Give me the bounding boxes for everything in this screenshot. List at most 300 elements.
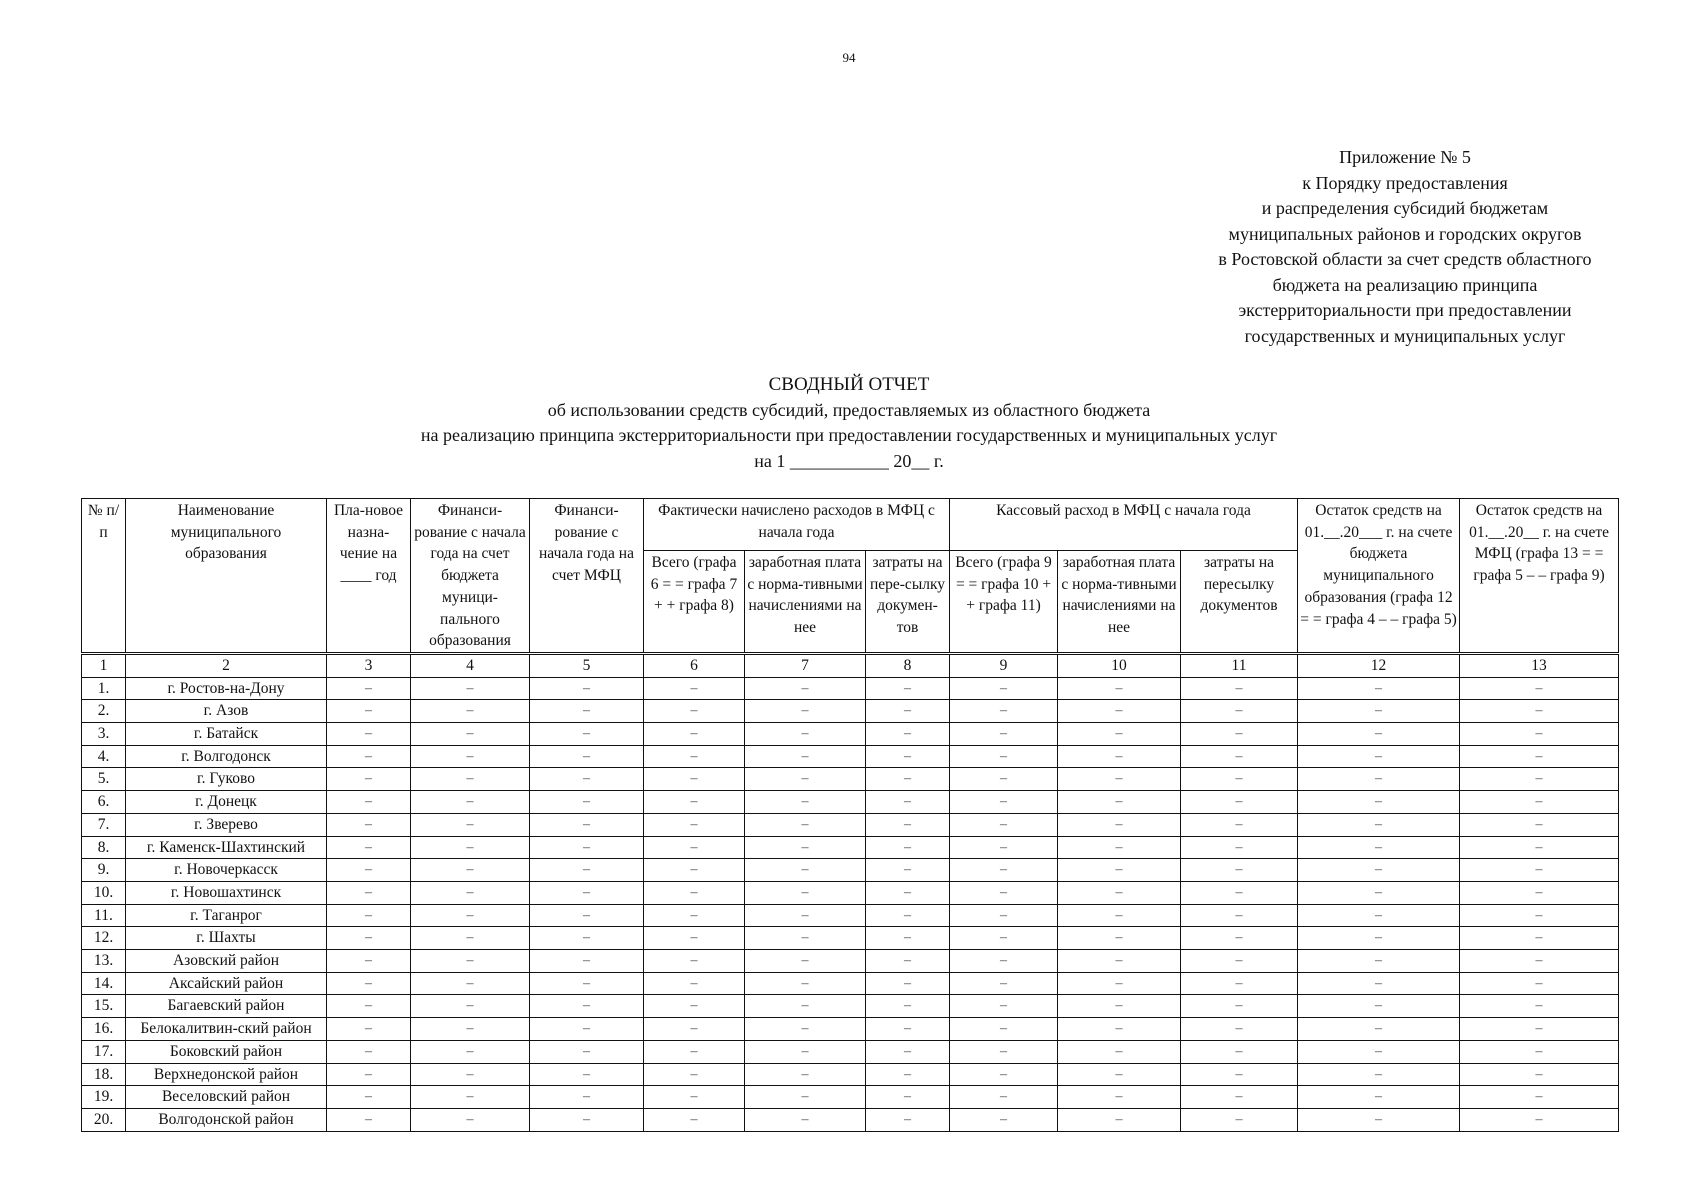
empty-value-cell: –	[1460, 1086, 1619, 1109]
municipality-name-cell: г. Азов	[126, 700, 327, 723]
municipality-name-cell: Волгодонской район	[126, 1108, 327, 1131]
report-date-line: на 1 ___________ 20__ г.	[754, 450, 944, 471]
empty-value-cell: –	[1460, 745, 1619, 768]
empty-value-cell: –	[327, 904, 411, 927]
empty-value-cell: –	[950, 677, 1058, 700]
empty-value-cell: –	[1460, 972, 1619, 995]
municipality-name-cell: г. Батайск	[126, 723, 327, 746]
empty-value-cell: –	[866, 881, 950, 904]
table-row	[82, 1040, 1619, 1063]
empty-value-cell: –	[327, 1018, 411, 1041]
empty-value-cell: –	[866, 1086, 950, 1109]
empty-value-cell: –	[530, 904, 644, 927]
appendix-line: Приложение № 5	[1339, 147, 1471, 167]
empty-value-cell: –	[411, 995, 530, 1018]
empty-value-cell: –	[1460, 927, 1619, 950]
empty-value-cell: –	[866, 1063, 950, 1086]
column-number: 3	[327, 653, 411, 677]
empty-value-cell: –	[530, 813, 644, 836]
empty-value-cell: –	[644, 813, 745, 836]
municipality-name-cell: г. Таганрог	[126, 904, 327, 927]
municipality-name-cell: г. Ростов-на-Дону	[126, 677, 327, 700]
empty-value-cell: –	[411, 745, 530, 768]
empty-value-cell: –	[411, 813, 530, 836]
row-number-cell: 1.	[82, 677, 126, 700]
municipality-name-cell: Веселовский район	[126, 1086, 327, 1109]
empty-value-cell: –	[1460, 813, 1619, 836]
row-number-cell: 3.	[82, 723, 126, 746]
row-number-cell: 7.	[82, 813, 126, 836]
header-cash-postage: затраты на пересылку документов	[1181, 551, 1298, 654]
empty-value-cell: –	[1460, 904, 1619, 927]
empty-value-cell: –	[1058, 904, 1181, 927]
empty-value-cell: –	[1058, 1108, 1181, 1131]
empty-value-cell: –	[644, 677, 745, 700]
empty-value-cell: –	[530, 700, 644, 723]
column-number: 6	[644, 653, 745, 677]
empty-value-cell: –	[530, 723, 644, 746]
header-actual-postage: затраты на пере-сылку докумен-тов	[866, 551, 950, 654]
header-actual-salary: заработная плата с норма-тивными начислениями на нее	[745, 551, 866, 654]
empty-value-cell: –	[530, 859, 644, 882]
table-row	[82, 768, 1619, 791]
empty-value-cell: –	[745, 836, 866, 859]
appendix-line: муниципальных районов и городских округов	[1228, 223, 1582, 244]
empty-value-cell: –	[745, 881, 866, 904]
empty-value-cell: –	[745, 768, 866, 791]
empty-value-cell: –	[745, 791, 866, 814]
empty-value-cell: –	[745, 904, 866, 927]
empty-value-cell: –	[1298, 927, 1460, 950]
table-row	[82, 972, 1619, 995]
appendix-line: бюджета на реализацию принципа	[1272, 274, 1538, 295]
empty-value-cell: –	[1058, 859, 1181, 882]
empty-value-cell: –	[530, 1040, 644, 1063]
table-row	[82, 950, 1619, 973]
empty-value-cell: –	[530, 1086, 644, 1109]
empty-value-cell: –	[745, 950, 866, 973]
empty-value-cell: –	[644, 881, 745, 904]
empty-value-cell: –	[866, 859, 950, 882]
empty-value-cell: –	[530, 927, 644, 950]
table-row	[82, 927, 1619, 950]
header-cash-total: Всего (графа 9 = = графа 10 + + графа 11)	[950, 551, 1058, 654]
report-heading	[0, 372, 1698, 474]
empty-value-cell: –	[1181, 700, 1298, 723]
empty-value-cell: –	[950, 745, 1058, 768]
table-row	[82, 1086, 1619, 1109]
empty-value-cell: –	[950, 927, 1058, 950]
empty-value-cell: –	[1058, 950, 1181, 973]
empty-value-cell: –	[950, 700, 1058, 723]
empty-value-cell: –	[644, 972, 745, 995]
municipality-name-cell: г. Зверево	[126, 813, 327, 836]
empty-value-cell: –	[411, 677, 530, 700]
table-row	[82, 1108, 1619, 1131]
empty-value-cell: –	[411, 1040, 530, 1063]
empty-value-cell: –	[1181, 723, 1298, 746]
empty-value-cell: –	[866, 1108, 950, 1131]
header-funding-municipal-budget: Финанси-рование с начала года на счет бюджета муници-пального образования	[411, 499, 530, 654]
empty-value-cell: –	[327, 791, 411, 814]
empty-value-cell: –	[327, 745, 411, 768]
municipality-name-cell: г. Каменск-Шахтинский	[126, 836, 327, 859]
empty-value-cell: –	[950, 723, 1058, 746]
empty-value-cell: –	[327, 881, 411, 904]
table-row	[82, 723, 1619, 746]
municipality-name-cell: Азовский район	[126, 950, 327, 973]
empty-value-cell: –	[866, 745, 950, 768]
empty-value-cell: –	[866, 791, 950, 814]
empty-value-cell: –	[1181, 745, 1298, 768]
empty-value-cell: –	[1460, 768, 1619, 791]
row-number-cell: 18.	[82, 1063, 126, 1086]
column-number: 8	[866, 653, 950, 677]
empty-value-cell: –	[866, 677, 950, 700]
empty-value-cell: –	[644, 836, 745, 859]
empty-value-cell: –	[644, 1018, 745, 1041]
empty-value-cell: –	[745, 1040, 866, 1063]
empty-value-cell: –	[644, 995, 745, 1018]
empty-value-cell: –	[1298, 813, 1460, 836]
appendix-line: к Порядку предоставления	[1302, 172, 1508, 193]
empty-value-cell: –	[745, 723, 866, 746]
empty-value-cell: –	[1460, 700, 1619, 723]
empty-value-cell: –	[1181, 791, 1298, 814]
row-number-cell: 8.	[82, 836, 126, 859]
municipality-name-cell: г. Новочеркасск	[126, 859, 327, 882]
empty-value-cell: –	[745, 745, 866, 768]
empty-value-cell: –	[530, 950, 644, 973]
empty-value-cell: –	[530, 836, 644, 859]
empty-value-cell: –	[1298, 972, 1460, 995]
empty-value-cell: –	[644, 859, 745, 882]
row-number-cell: 14.	[82, 972, 126, 995]
empty-value-cell: –	[1181, 995, 1298, 1018]
empty-value-cell: –	[530, 745, 644, 768]
empty-value-cell: –	[950, 791, 1058, 814]
column-number: 7	[745, 653, 866, 677]
empty-value-cell: –	[1181, 1018, 1298, 1041]
empty-value-cell: –	[1298, 1018, 1460, 1041]
empty-value-cell: –	[866, 723, 950, 746]
empty-value-cell: –	[1298, 836, 1460, 859]
empty-value-cell: –	[950, 881, 1058, 904]
empty-value-cell: –	[327, 950, 411, 973]
empty-value-cell: –	[1460, 1108, 1619, 1131]
municipality-name-cell: г. Гуково	[126, 768, 327, 791]
empty-value-cell: –	[411, 859, 530, 882]
municipality-name-cell: Аксайский район	[126, 972, 327, 995]
empty-value-cell: –	[745, 1108, 866, 1131]
empty-value-cell: –	[1298, 700, 1460, 723]
empty-value-cell: –	[327, 1063, 411, 1086]
row-number-cell: 15.	[82, 995, 126, 1018]
empty-value-cell: –	[950, 1018, 1058, 1041]
empty-value-cell: –	[866, 904, 950, 927]
row-number-cell: 13.	[82, 950, 126, 973]
empty-value-cell: –	[1298, 1063, 1460, 1086]
empty-value-cell: –	[950, 813, 1058, 836]
empty-value-cell: –	[327, 1086, 411, 1109]
empty-value-cell: –	[950, 950, 1058, 973]
row-number-cell: 5.	[82, 768, 126, 791]
row-number-cell: 2.	[82, 700, 126, 723]
empty-value-cell: –	[327, 972, 411, 995]
empty-value-cell: –	[327, 677, 411, 700]
report-table	[81, 498, 1619, 1132]
empty-value-cell: –	[327, 768, 411, 791]
municipality-name-cell: Боковский район	[126, 1040, 327, 1063]
empty-value-cell: –	[327, 836, 411, 859]
empty-value-cell: –	[1058, 881, 1181, 904]
table-row	[82, 859, 1619, 882]
empty-value-cell: –	[1460, 1040, 1619, 1063]
header-group-cash-expenses: Кассовый расход в МФЦ с начала года	[950, 499, 1298, 551]
empty-value-cell: –	[866, 700, 950, 723]
empty-value-cell: –	[327, 700, 411, 723]
empty-value-cell: –	[1460, 836, 1619, 859]
empty-value-cell: –	[1058, 1063, 1181, 1086]
empty-value-cell: –	[1181, 836, 1298, 859]
empty-value-cell: –	[866, 995, 950, 1018]
empty-value-cell: –	[411, 723, 530, 746]
header-balance-mfc: Остаток средств на 01.__.20__ г. на счете МФЦ (графа 13 = = графа 5 – – графа 9)	[1460, 499, 1619, 654]
municipality-name-cell: г. Донецк	[126, 791, 327, 814]
row-number-cell: 10.	[82, 881, 126, 904]
column-number: 9	[950, 653, 1058, 677]
empty-value-cell: –	[1058, 768, 1181, 791]
empty-value-cell: –	[1298, 1040, 1460, 1063]
appendix-line: и распределения субсидий бюджетам	[1261, 198, 1549, 218]
empty-value-cell: –	[1058, 927, 1181, 950]
empty-value-cell: –	[950, 1086, 1058, 1109]
row-number-cell: 12.	[82, 927, 126, 950]
empty-value-cell: –	[1058, 1018, 1181, 1041]
empty-value-cell: –	[1460, 995, 1619, 1018]
empty-value-cell: –	[644, 1063, 745, 1086]
empty-value-cell: –	[1058, 700, 1181, 723]
table-row	[82, 904, 1619, 927]
empty-value-cell: –	[950, 972, 1058, 995]
empty-value-cell: –	[644, 723, 745, 746]
header-planned-allocation: Пла-новое назна-чение на ____ год	[327, 499, 411, 654]
empty-value-cell: –	[1058, 1086, 1181, 1109]
column-number: 10	[1058, 653, 1181, 677]
empty-value-cell: –	[530, 881, 644, 904]
row-number-cell: 19.	[82, 1086, 126, 1109]
empty-value-cell: –	[950, 836, 1058, 859]
row-number-cell: 6.	[82, 791, 126, 814]
municipality-name-cell: г. Новошахтинск	[126, 881, 327, 904]
column-number: 13	[1460, 653, 1619, 677]
appendix-line: в Ростовской области за счет средств областного	[1218, 249, 1592, 269]
empty-value-cell: –	[644, 768, 745, 791]
empty-value-cell: –	[411, 1108, 530, 1131]
empty-value-cell: –	[1181, 1086, 1298, 1109]
empty-value-cell: –	[1181, 1108, 1298, 1131]
column-number: 12	[1298, 653, 1460, 677]
table-row	[82, 1063, 1619, 1086]
row-number-cell: 16.	[82, 1018, 126, 1041]
appendix-line: экстерриториальности при предоставлении	[1238, 300, 1572, 320]
row-number-cell: 9.	[82, 859, 126, 882]
empty-value-cell: –	[1460, 881, 1619, 904]
empty-value-cell: –	[1460, 1018, 1619, 1041]
table-row	[82, 677, 1619, 700]
empty-value-cell: –	[745, 700, 866, 723]
table-row	[82, 745, 1619, 768]
empty-value-cell: –	[644, 904, 745, 927]
empty-value-cell: –	[1181, 768, 1298, 791]
column-number: 4	[411, 653, 530, 677]
empty-value-cell: –	[866, 972, 950, 995]
empty-value-cell: –	[866, 768, 950, 791]
empty-value-cell: –	[745, 813, 866, 836]
empty-value-cell: –	[411, 927, 530, 950]
empty-value-cell: –	[1298, 1086, 1460, 1109]
municipality-name-cell: Багаевский район	[126, 995, 327, 1018]
empty-value-cell: –	[411, 1086, 530, 1109]
empty-value-cell: –	[866, 813, 950, 836]
report-title: СВОДНЫЙ ОТЧЕТ	[768, 374, 930, 395]
municipality-name-cell: Белокалитвин-ский район	[126, 1018, 327, 1041]
empty-value-cell: –	[950, 1040, 1058, 1063]
empty-value-cell: –	[1058, 745, 1181, 768]
municipality-name-cell: Верхнедонской район	[126, 1063, 327, 1086]
empty-value-cell: –	[327, 995, 411, 1018]
empty-value-cell: –	[1058, 723, 1181, 746]
empty-value-cell: –	[1460, 1063, 1619, 1086]
empty-value-cell: –	[327, 813, 411, 836]
empty-value-cell: –	[950, 859, 1058, 882]
empty-value-cell: –	[411, 1018, 530, 1041]
empty-value-cell: –	[411, 972, 530, 995]
row-number-cell: 11.	[82, 904, 126, 927]
header-municipality-name: Наименование муниципального образования	[126, 499, 327, 654]
table-row	[82, 995, 1619, 1018]
empty-value-cell: –	[411, 950, 530, 973]
empty-value-cell: –	[1181, 859, 1298, 882]
empty-value-cell: –	[1460, 791, 1619, 814]
empty-value-cell: –	[411, 768, 530, 791]
report-table-body	[82, 677, 1619, 1131]
header-group-actual-expenses: Фактически начислено расходов в МФЦ с начала года	[644, 499, 950, 551]
empty-value-cell: –	[530, 1108, 644, 1131]
empty-value-cell: –	[1298, 745, 1460, 768]
table-row	[82, 1018, 1619, 1041]
empty-value-cell: –	[866, 950, 950, 973]
column-number: 5	[530, 653, 644, 677]
table-row	[82, 836, 1619, 859]
empty-value-cell: –	[1460, 677, 1619, 700]
table-row	[82, 881, 1619, 904]
empty-value-cell: –	[745, 1018, 866, 1041]
empty-value-cell: –	[327, 1040, 411, 1063]
empty-value-cell: –	[644, 745, 745, 768]
empty-value-cell: –	[950, 768, 1058, 791]
empty-value-cell: –	[950, 1063, 1058, 1086]
empty-value-cell: –	[327, 927, 411, 950]
empty-value-cell: –	[1460, 950, 1619, 973]
empty-value-cell: –	[1181, 1063, 1298, 1086]
table-row	[82, 791, 1619, 814]
empty-value-cell: –	[327, 1108, 411, 1131]
empty-value-cell: –	[745, 972, 866, 995]
empty-value-cell: –	[644, 700, 745, 723]
empty-value-cell: –	[866, 1040, 950, 1063]
empty-value-cell: –	[745, 1063, 866, 1086]
empty-value-cell: –	[1058, 677, 1181, 700]
report-subtitle: на реализацию принципа экстерриториальности при предоставлении государственных и муниципальных услуг	[420, 425, 1278, 445]
empty-value-cell: –	[745, 995, 866, 1018]
header-funding-mfc: Финанси-рование с начала года на счет МФЦ	[530, 499, 644, 654]
empty-value-cell: –	[327, 859, 411, 882]
empty-value-cell: –	[950, 1108, 1058, 1131]
empty-value-cell: –	[745, 859, 866, 882]
empty-value-cell: –	[1058, 791, 1181, 814]
header-cash-salary: заработная плата с норма-тивными начислениями на нее	[1058, 551, 1181, 654]
header-row-number: № п/п	[82, 499, 126, 654]
row-number-cell: 17.	[82, 1040, 126, 1063]
municipality-name-cell: г. Волгодонск	[126, 745, 327, 768]
empty-value-cell: –	[1298, 995, 1460, 1018]
empty-value-cell: –	[644, 927, 745, 950]
empty-value-cell: –	[1298, 1108, 1460, 1131]
empty-value-cell: –	[644, 1108, 745, 1131]
appendix-note	[1180, 145, 1630, 349]
empty-value-cell: –	[411, 700, 530, 723]
empty-value-cell: –	[866, 927, 950, 950]
empty-value-cell: –	[1298, 904, 1460, 927]
column-number: 1	[82, 653, 126, 677]
empty-value-cell: –	[530, 972, 644, 995]
empty-value-cell: –	[411, 836, 530, 859]
empty-value-cell: –	[950, 904, 1058, 927]
empty-value-cell: –	[530, 768, 644, 791]
empty-value-cell: –	[1181, 1040, 1298, 1063]
empty-value-cell: –	[530, 791, 644, 814]
empty-value-cell: –	[1058, 813, 1181, 836]
empty-value-cell: –	[1298, 950, 1460, 973]
report-subtitle: об использовании средств субсидий, предоставляемых из областного бюджета	[547, 399, 1151, 420]
column-number-row	[82, 653, 1619, 677]
empty-value-cell: –	[1181, 950, 1298, 973]
empty-value-cell: –	[1058, 1040, 1181, 1063]
column-number: 2	[126, 653, 327, 677]
empty-value-cell: –	[1058, 836, 1181, 859]
empty-value-cell: –	[866, 836, 950, 859]
empty-value-cell: –	[1181, 881, 1298, 904]
empty-value-cell: –	[644, 791, 745, 814]
empty-value-cell: –	[1298, 768, 1460, 791]
page-number: 94	[842, 50, 856, 65]
empty-value-cell: –	[1181, 904, 1298, 927]
empty-value-cell: –	[530, 1018, 644, 1041]
empty-value-cell: –	[327, 723, 411, 746]
empty-value-cell: –	[1460, 723, 1619, 746]
table-row	[82, 813, 1619, 836]
empty-value-cell: –	[745, 927, 866, 950]
empty-value-cell: –	[411, 1063, 530, 1086]
empty-value-cell: –	[1298, 723, 1460, 746]
empty-value-cell: –	[1181, 927, 1298, 950]
empty-value-cell: –	[411, 881, 530, 904]
empty-value-cell: –	[530, 995, 644, 1018]
empty-value-cell: –	[1181, 813, 1298, 836]
header-balance-municipal-budget: Остаток средств на 01.__.20___ г. на счете бюджета муниципального образования (графа 12 = = графа 4 – – графа 5)	[1298, 499, 1460, 654]
empty-value-cell: –	[1058, 972, 1181, 995]
